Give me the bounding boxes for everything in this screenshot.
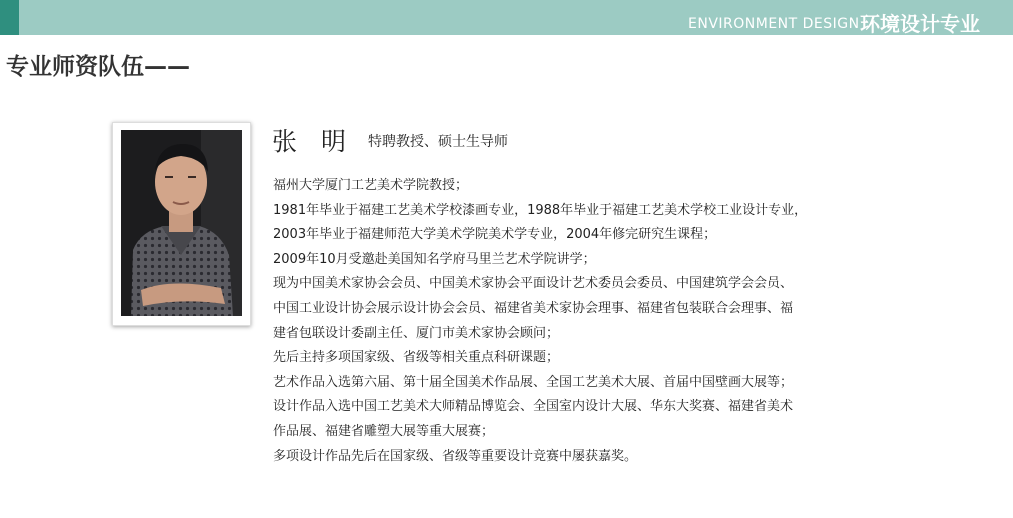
bio-line: 先后主持多项国家级、省级等相关重点科研课题；	[273, 350, 560, 366]
portrait-image	[121, 130, 242, 316]
bio-line: 福州大学厦门工艺美术学院教授；	[273, 178, 469, 193]
header-chinese-title: 环境设计专业	[860, 12, 980, 36]
teacher-title: 特聘教授、硕士生导师	[368, 134, 508, 150]
bio-line: 艺术作品入选第六届、第十届全国美术作品展、全国工艺美术大展、首届中国壁画大展等；	[273, 374, 794, 390]
bio-line: 设计作品入选中国工艺美术大师精品博览会、全国室内设计大展、华东大奖赛、福建省美术	[273, 399, 794, 415]
biography	[273, 174, 888, 469]
teacher-name: 张 明	[272, 127, 354, 156]
section-title: 专业师资队伍——	[6, 54, 190, 80]
bio-line: 现为中国美术家协会会员、中国美术家协会平面设计艺术委员会委员、中国建筑学会会员、	[273, 276, 794, 292]
bio-line: 多项设计作品先后在国家级、省级等重要设计竞赛中屡获嘉奖。	[273, 448, 638, 464]
bio-line: 建省包联设计委副主任、厦门市美术家协会顾问；	[273, 325, 560, 341]
header-english-title: ENVIRONMENT DESIGN	[688, 16, 860, 32]
bio-line: 2003年毕业于福建师范大学美术学院美术学专业，2004年修完研究生课程；	[273, 227, 717, 243]
bio-line: 1981年毕业于福建工艺美术学校漆画专业，1988年毕业于福建工艺美术学校工业设计专业，	[273, 202, 808, 218]
header-bar	[0, 0, 1013, 35]
header-accent-block	[0, 0, 19, 35]
bio-line: 作品展、福建省雕塑大展等重大展赛；	[273, 423, 495, 439]
bio-line: 中国工业设计协会展示设计协会会员、福建省美术家协会理事、福建省包装联合会理事、福	[273, 300, 794, 316]
portrait-photo	[112, 122, 251, 326]
bio-line: 2009年10月受邀赴美国知名学府马里兰艺术学院讲学；	[273, 251, 596, 267]
